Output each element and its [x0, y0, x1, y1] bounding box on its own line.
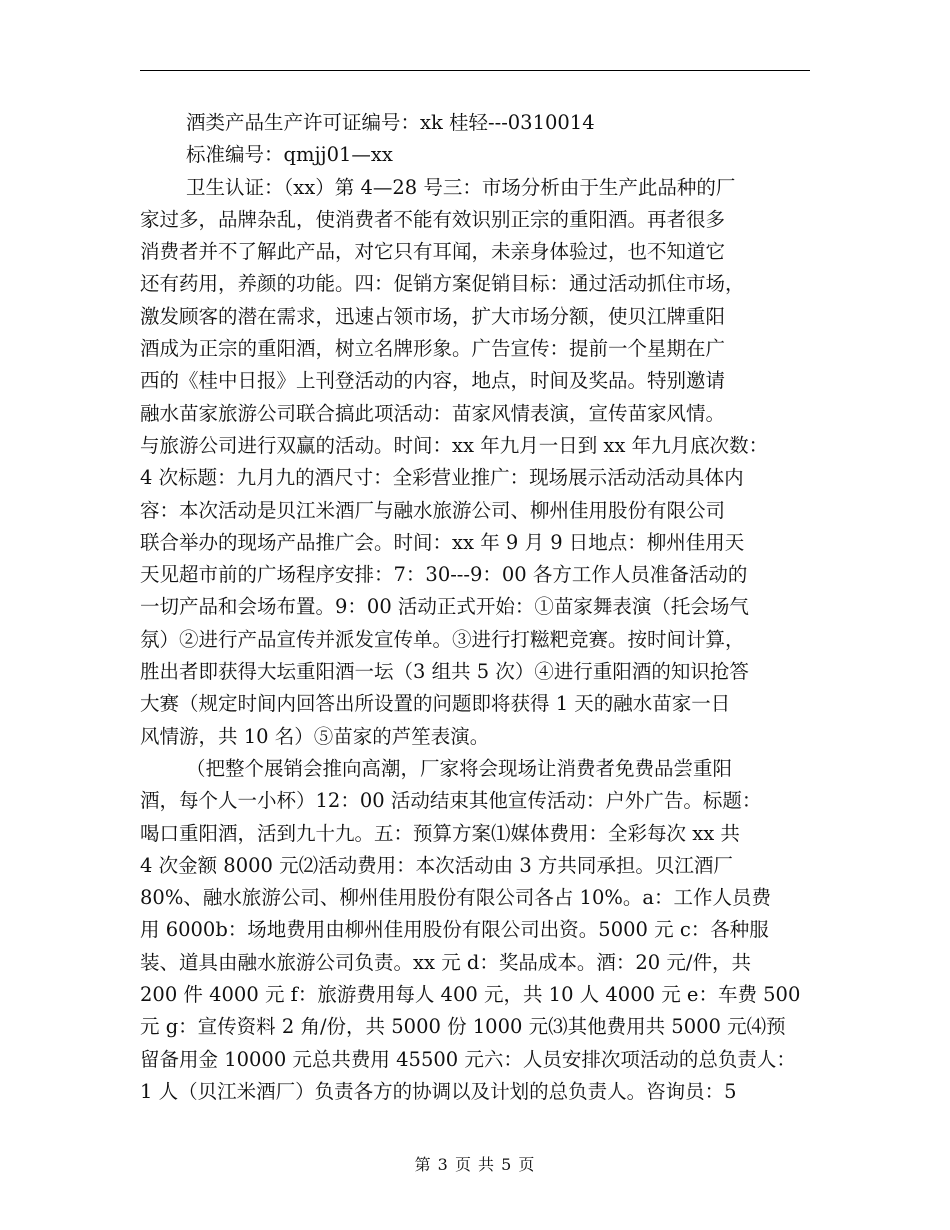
text-line: 氛）②进行产品宣传并派发宣传单。③进行打糍粑竞赛。按时间计算， [140, 627, 745, 651]
text-line: 容：本次活动是贝江米酒厂与融水旅游公司、柳州佳用股份有限公司 [140, 498, 726, 522]
page-number-footer: 第 3 页 共 5 页 [414, 1155, 536, 1174]
text-line: 联合举办的现场产品推广会。时间：xx 年 9 月 9 日地点：柳州佳用天 [140, 530, 745, 554]
text-line: 激发顾客的潜在需求，迅速占领市场，扩大市场分额，使贝江牌重阳 [140, 304, 726, 328]
text-line: 大赛（规定时间内回答出所设置的问题即将获得 1 天的融水苗家一日 [140, 692, 731, 716]
text-line: 融水苗家旅游公司联合搞此项活动：苗家风情表演，宣传苗家风情。 [140, 401, 726, 425]
text-line: 200 件 4000 元 f：旅游费用每人 400 元，共 10 人 4000 元 e：车费 500 [140, 983, 801, 1007]
text-line: 喝口重阳酒，活到九十九。五：预算方案⑴媒体费用：全彩每次 xx 共 [140, 821, 740, 845]
text-line: 与旅游公司进行双赢的活动。时间：xx 年九月一日到 xx 年九月底次数： [140, 433, 769, 457]
header-rule [140, 70, 810, 71]
text-line: 用 6000b：场地费用由柳州佳用股份有限公司出资。5000 元 c：各种服 [140, 918, 769, 942]
text-line: 酒，每个人一小杯）12：00 活动结束其他宣传活动：户外广告。标题： [140, 789, 762, 813]
document-body [140, 107, 830, 1108]
text-line: 西的《桂中日报》上刊登活动的内容，地点，时间及奖品。特别邀请 [140, 369, 726, 393]
text-line: 留备用金 10000 元总共费用 45500 元六：人员安排次项活动的总负责人： [140, 1047, 796, 1071]
text-line: 1 人（贝江米酒厂）负责各方的协调以及计划的总负责人。咨询员：5 [140, 1079, 737, 1103]
text-line: 一切产品和会场布置。9：00 活动正式开始：①苗家舞表演（托会场气 [140, 595, 749, 619]
text-line: 胜出者即获得大坛重阳酒一坛（3 组共 5 次）④进行重阳酒的知识抢答 [140, 660, 749, 684]
text-line: 还有药用，养颜的功能。四：促销方案促销目标：通过活动抓住市场， [140, 272, 745, 296]
text-line: （把整个展销会推向高潮，厂家将会现场让消费者免费品尝重阳 [186, 756, 733, 780]
text-line: 天见超市前的广场程序安排：7：30---9：00 各方工作人员准备活动的 [140, 563, 748, 587]
text-line: 标准编号：qmjj01—xx [186, 143, 393, 167]
text-line: 装、道具由融水旅游公司负责。xx 元 d：奖品成本。酒：20 元/件，共 [140, 950, 751, 974]
text-line: 4 次标题：九月九的酒尺寸：全彩营业推广：现场展示活动活动具体内 [140, 466, 744, 490]
text-line: 家过多，品牌杂乱，使消费者不能有效识别正宗的重阳酒。再者很多 [140, 207, 726, 231]
text-line: 元 g：宣传资料 2 角/份，共 5000 份 1000 元⑶其他费用共 5000 元⑷预 [140, 1015, 786, 1039]
text-line: 80%、融水旅游公司、柳州佳用股份有限公司各占 10%。a：工作人员费 [140, 886, 772, 910]
text-line: 风情游，共 10 名）⑤苗家的芦笙表演。 [140, 724, 490, 748]
text-line: 酒成为正宗的重阳酒，树立名牌形象。广告宣传：提前一个星期在广 [140, 337, 726, 361]
text-line: 消费者并不了解此产品，对它只有耳闻，未亲身体验过，也不知道它 [140, 240, 726, 264]
text-line: 卫生认证：（xx）第 4—28 号三：市场分析由于生产此品种的厂 [186, 175, 736, 199]
text-line: 酒类产品生产许可证编号：xk 桂轻---0310014 [186, 111, 595, 134]
text-line: 4 次金额 8000 元⑵活动费用：本次活动由 3 方共同承担。贝江酒厂 [140, 853, 733, 877]
